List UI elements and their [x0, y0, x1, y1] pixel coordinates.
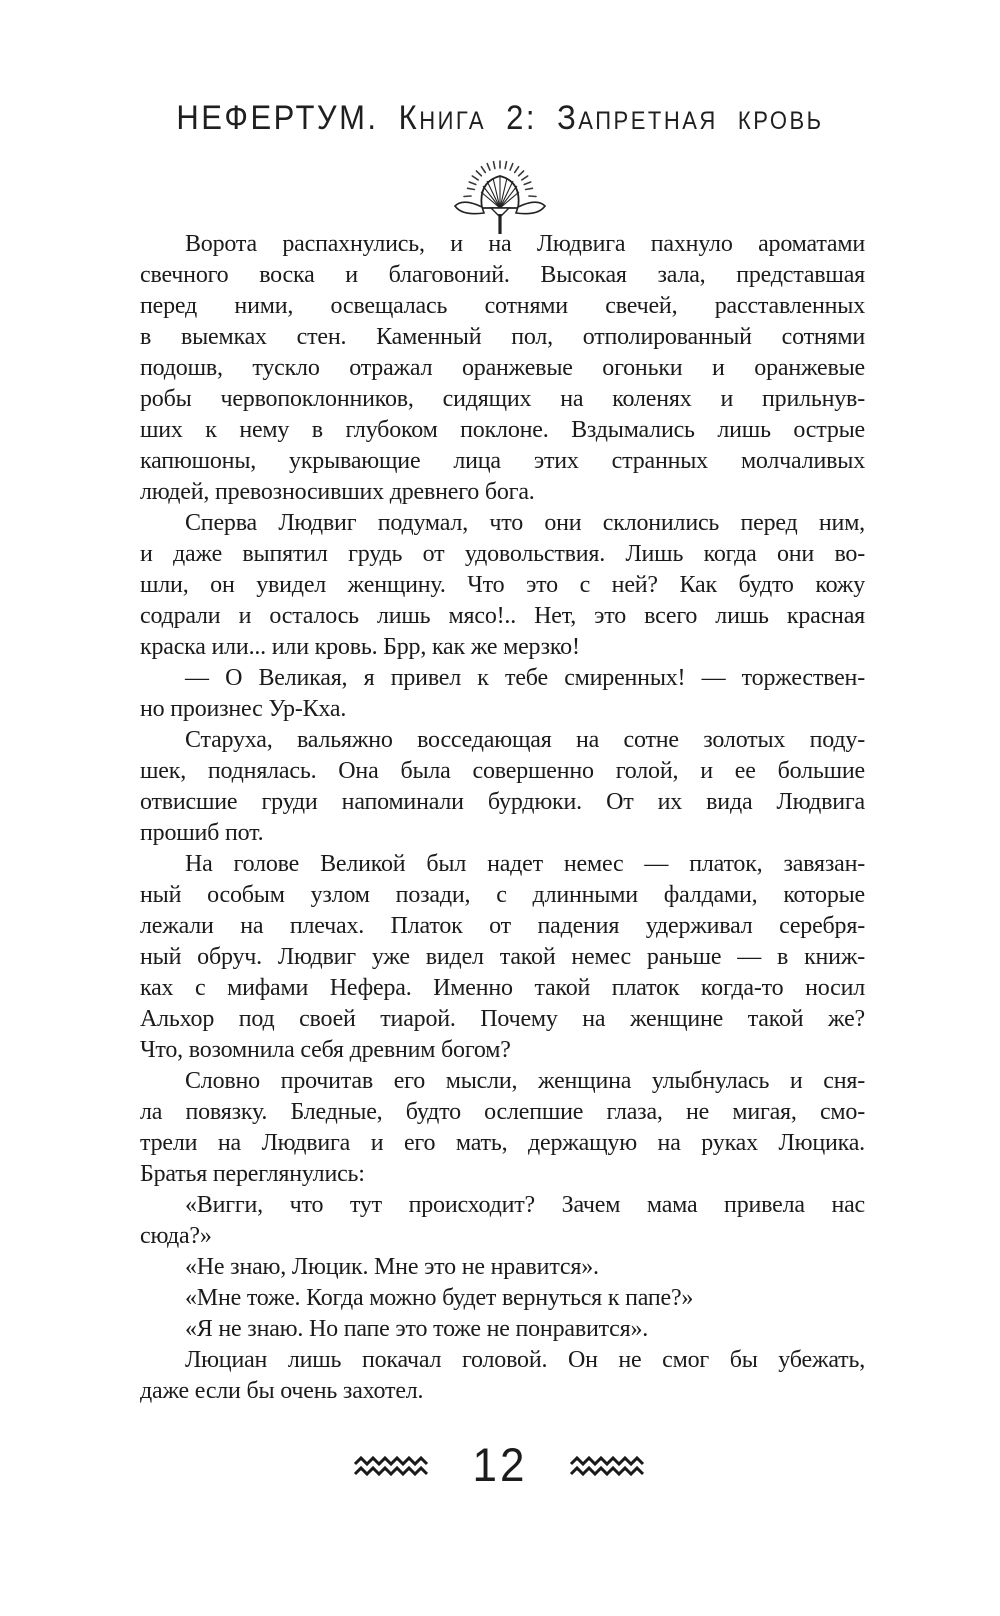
page-number: 12 — [472, 1439, 528, 1492]
text-line: Старуха, вальяжно восседающая на сотне золотых поду- — [185, 727, 865, 753]
paragraph — [140, 1252, 865, 1283]
text-line: ла повязку. Бледные, будто ослепшие глаза, не мигая, смо- — [140, 1099, 865, 1125]
text-line: «Вигги, что тут происходит? Зачем мама привела нас — [185, 1192, 865, 1218]
text-line: шли, он увидел женщину. Что это с ней? Как будто кожу — [140, 572, 865, 598]
text-line: Ворота распахнулись, и на Людвига пахнуло ароматами — [185, 231, 865, 257]
text-line: Сперва Людвиг подумал, что они склонились перед ним, — [185, 510, 865, 536]
page-footer — [0, 1439, 1000, 1492]
water-zigzag-icon — [353, 1455, 431, 1477]
paragraph — [140, 1314, 865, 1345]
text-line: шек, поднялась. Она была совершенно голой, и ее большие — [140, 758, 865, 784]
text-line: Что, возомнила себя древним богом? — [140, 1037, 511, 1063]
paragraph — [140, 508, 865, 663]
text-line: в выемках стен. Каменный пол, отполированный сотнями — [140, 324, 865, 350]
running-head — [0, 97, 1000, 138]
text-line: отвисшие груди напоминали бурдюки. От их вида Людвига — [140, 789, 865, 815]
text-line: робы червопоклонников, сидящих на коленях и прильнув- — [140, 386, 865, 412]
paragraph — [140, 849, 865, 1066]
text-line: подошв, тускло отражал оранжевые огоньки и оранжевые — [140, 355, 865, 381]
text-line: Люциан лишь покачал головой. Он не смог бы убежать, — [185, 1347, 865, 1373]
text-line: людей, превозносивших древнего бога. — [140, 479, 535, 505]
paragraph — [140, 663, 865, 725]
text-line: сюда?» — [140, 1223, 212, 1249]
text-line: капюшоны, укрывающие лица этих странных молчаливых — [140, 448, 865, 474]
text-line: краска или... или кровь. Брр, как же мерзко! — [140, 634, 580, 660]
text-line: Словно прочитав его мысли, женщина улыбнулась и сня- — [185, 1068, 865, 1094]
text-line: Альхор под своей тиарой. Почему на женщине такой же? — [140, 1006, 865, 1032]
text-line: но произнес Ур-Кха. — [140, 696, 347, 722]
text-line: свечного воска и благовоний. Высокая зала, представшая — [140, 262, 865, 288]
text-line: ный обруч. Людвиг уже видел такой немес раньше — в книж- — [140, 944, 865, 970]
text-line: ших к нему в глубоком поклоне. Вздымались лишь острые — [140, 417, 865, 443]
text-line: «Мне тоже. Когда можно будет вернуться к папе?» — [185, 1285, 694, 1311]
text-line: ный особым узлом позади, с длинными фалдами, которые — [140, 882, 865, 908]
text-line: Братья переглянулись: — [140, 1161, 365, 1187]
text-line: трели на Людвига и его мать, держащую на руках Люцика. — [140, 1130, 865, 1156]
paragraph — [140, 725, 865, 849]
text-line: — О Великая, я привел к тебе смиренных! — торжествен- — [185, 665, 865, 691]
text-line: даже если бы очень захотел. — [140, 1378, 424, 1404]
text-block — [140, 229, 865, 1407]
water-zigzag-icon — [569, 1455, 647, 1477]
paragraph — [140, 1283, 865, 1314]
text-line: «Я не знаю. Но папе это тоже не понравится». — [185, 1316, 649, 1342]
text-line: прошиб пот. — [140, 820, 264, 846]
chapter-ornament — [0, 156, 1000, 239]
text-line: На голове Великой был надет немес — платок, завязан- — [185, 851, 865, 877]
text-line: лежали на плечах. Платок от падения удерживал серебря- — [140, 913, 865, 939]
paragraph — [140, 1066, 865, 1190]
paragraph — [140, 1345, 865, 1407]
text-line: перед ними, освещалась сотнями свечей, расставленных — [140, 293, 865, 319]
text-line: «Не знаю, Люцик. Мне это не нравится». — [185, 1254, 599, 1280]
text-line: содрали и осталось лишь мясо!.. Нет, это всего лишь красная — [140, 603, 865, 629]
text-line: и даже выпятил грудь от удовольствия. Лишь когда они во- — [140, 541, 865, 567]
paragraph — [140, 229, 865, 508]
running-title: НЕФЕРТУМ. Книга 2: Запретная кровь — [176, 97, 824, 138]
text-line: ках с мифами Нефера. Именно такой платок когда-то носил — [140, 975, 865, 1001]
paragraph — [140, 1190, 865, 1252]
